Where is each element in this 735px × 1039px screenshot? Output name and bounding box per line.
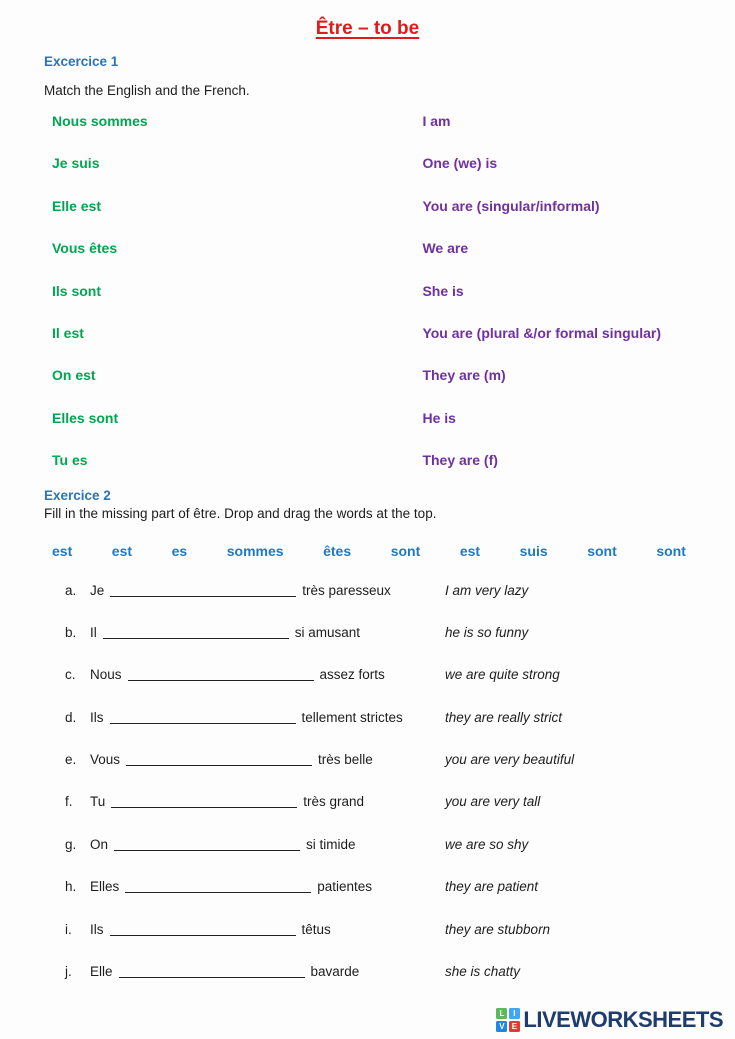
logo-square-v: V	[496, 1021, 507, 1032]
logo-square-i: I	[509, 1008, 520, 1019]
exercise2-heading: Exercice 2	[44, 487, 111, 503]
item-letter: d.	[65, 709, 77, 725]
item-rest: assez forts	[319, 667, 385, 683]
item-letter: b.	[65, 624, 77, 640]
item-rest: très belle	[318, 752, 373, 768]
word-bank-word-3[interactable]: es	[171, 542, 188, 559]
answer-blank-g[interactable]	[114, 850, 300, 851]
logo-square-l: L	[496, 1008, 507, 1019]
word-bank-word-2[interactable]: est	[111, 542, 133, 559]
english-term-6[interactable]: You are (plural &/or formal singular)	[422, 324, 662, 341]
footer	[496, 1007, 723, 1033]
item-rest: têtus	[301, 921, 331, 937]
french-term-3[interactable]: Elle est	[52, 197, 102, 214]
fill-row-e	[44, 739, 735, 781]
item-pronoun: Ils	[90, 709, 104, 725]
french-term-9[interactable]: Tu es	[52, 452, 88, 469]
item-translation: you are very tall	[445, 794, 541, 810]
item-translation: she is chatty	[445, 964, 521, 980]
word-bank	[52, 543, 686, 559]
french-term-5[interactable]: Ils sont	[52, 282, 102, 299]
item-letter: e.	[65, 752, 77, 768]
french-term-8[interactable]: Elles sont	[52, 409, 119, 426]
english-term-5[interactable]: She is	[422, 282, 464, 299]
french-term-4[interactable]: Vous êtes	[52, 240, 118, 257]
item-translation: they are really strict	[445, 709, 563, 725]
item-translation: they are stubborn	[445, 921, 551, 937]
item-pronoun: Nous	[90, 667, 122, 683]
match-row	[52, 142, 735, 184]
word-bank-word-7[interactable]: est	[459, 542, 481, 559]
french-term-2[interactable]: Je suis	[52, 155, 100, 172]
fill-row-d	[44, 697, 735, 739]
item-letter: a.	[65, 582, 77, 598]
item-translation: we are so shy	[445, 836, 529, 852]
english-term-9[interactable]: They are (f)	[422, 452, 498, 469]
french-term-6[interactable]: Il est	[52, 324, 84, 341]
match-row	[52, 100, 735, 142]
word-bank-word-4[interactable]: sommes	[226, 542, 284, 559]
item-translation: we are quite strong	[445, 667, 560, 683]
exercise1-heading: Excercice 1	[44, 54, 119, 69]
item-rest: patientes	[317, 879, 373, 895]
match-grid	[52, 100, 735, 482]
word-bank-word-5[interactable]: êtes	[323, 542, 352, 559]
match-row	[52, 270, 735, 312]
worksheet-title: Être – to be	[315, 18, 420, 39]
english-term-3[interactable]: You are (singular/informal)	[422, 197, 600, 214]
item-translation: they are patient	[445, 879, 539, 895]
item-letter: i.	[65, 921, 72, 937]
match-row	[52, 354, 735, 396]
item-letter: g.	[65, 836, 77, 852]
item-rest: tellement strictes	[301, 709, 403, 725]
fill-row-h	[44, 866, 735, 908]
fill-row-f	[44, 781, 735, 823]
answer-blank-h[interactable]	[125, 892, 311, 893]
item-pronoun: On	[90, 836, 109, 852]
match-row	[52, 397, 735, 439]
exercise2-instruction: Fill in the missing part of être. Drop and drag the words at the top.	[44, 505, 437, 521]
item-rest: très grand	[303, 794, 365, 810]
answer-blank-i[interactable]	[110, 935, 296, 936]
fill-row-j	[44, 951, 735, 993]
item-rest: bavarde	[310, 964, 360, 980]
fill-row-b	[44, 612, 735, 654]
english-term-7[interactable]: They are (m)	[422, 367, 506, 384]
answer-blank-e[interactable]	[126, 765, 312, 766]
english-term-1[interactable]: I am	[422, 113, 451, 129]
answer-blank-b[interactable]	[103, 638, 289, 639]
answer-blank-f[interactable]	[111, 807, 297, 808]
word-bank-word-9[interactable]: sont	[587, 542, 617, 559]
item-pronoun: Tu	[90, 794, 106, 810]
english-term-8[interactable]: He is	[422, 409, 456, 426]
word-bank-word-10[interactable]: sont	[656, 542, 686, 559]
liveworksheets-logo-icon	[496, 1008, 520, 1032]
item-pronoun: Ils	[90, 921, 104, 937]
answer-blank-a[interactable]	[110, 596, 296, 597]
fill-list	[44, 570, 735, 994]
item-translation: he is so funny	[445, 624, 529, 640]
item-translation: you are very beautiful	[445, 752, 575, 768]
item-rest: si amusant	[294, 624, 361, 640]
match-row	[52, 227, 735, 269]
item-rest: très paresseux	[302, 582, 391, 598]
fill-row-a	[44, 570, 735, 612]
item-rest: si timide	[306, 836, 356, 852]
fill-row-g	[44, 824, 735, 866]
match-row	[52, 312, 735, 354]
fill-row-c	[44, 654, 735, 696]
item-letter: h.	[65, 879, 77, 895]
match-row	[52, 439, 735, 481]
word-bank-word-1[interactable]: est	[52, 542, 73, 559]
exercise1-instruction: Match the English and the French.	[44, 83, 250, 98]
answer-blank-j[interactable]	[119, 977, 305, 978]
item-pronoun: Elles	[90, 879, 120, 895]
item-pronoun: Elle	[90, 964, 113, 980]
item-pronoun: Vous	[90, 752, 121, 768]
item-letter: f.	[65, 794, 73, 810]
english-term-2[interactable]: One (we) is	[422, 155, 498, 172]
answer-blank-c[interactable]	[128, 680, 314, 681]
fill-row-i	[44, 909, 735, 951]
item-pronoun: Il	[90, 624, 97, 640]
item-letter: c.	[65, 667, 76, 683]
item-pronoun: Je	[90, 582, 105, 598]
item-letter: j.	[65, 964, 72, 980]
logo-square-e: E	[509, 1021, 520, 1032]
word-bank-word-6[interactable]: sont	[390, 542, 421, 559]
french-term-1[interactable]: Nous sommes	[52, 113, 148, 129]
match-row	[52, 185, 735, 227]
english-term-4[interactable]: We are	[422, 240, 469, 257]
item-translation: I am very lazy	[445, 582, 529, 598]
french-term-7[interactable]: On est	[52, 367, 96, 384]
word-bank-word-8[interactable]: suis	[519, 542, 548, 559]
brand-wordmark: LIVEWORKSHEETS	[523, 1007, 723, 1032]
answer-blank-d[interactable]	[110, 723, 296, 724]
